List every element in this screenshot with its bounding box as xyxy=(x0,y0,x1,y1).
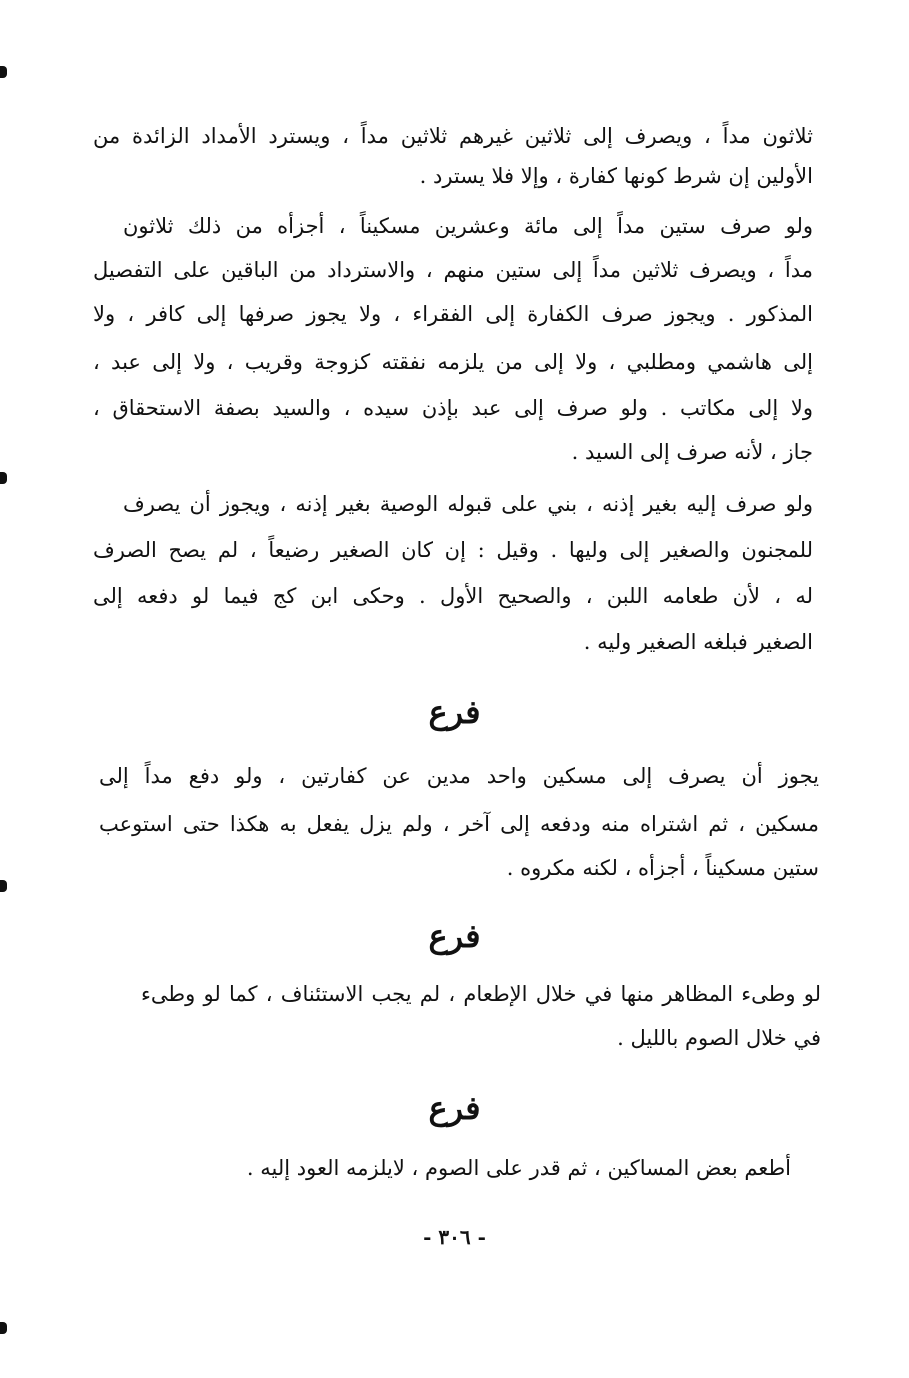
text-line: في خلال الصوم بالليل . xyxy=(617,1026,821,1050)
section-heading: فرع xyxy=(428,917,481,955)
section-heading: فرع xyxy=(428,693,481,731)
section-heading: فرع xyxy=(428,1089,481,1127)
text-line: ولو صرف إليه بغير إذنه ، بني على قبوله الوصية بغير إذنه ، ويجوز أن يصرف xyxy=(123,492,813,516)
text-line: الأولين إن شرط كونها كفارة ، وإلا فلا يسترد . xyxy=(419,164,813,188)
scan-mark xyxy=(0,1322,7,1334)
scan-mark xyxy=(0,66,7,78)
text-line: له ، لأن طعامه اللبن ، والصحيح الأول . وحكى ابن كج فيما لو دفعه إلى xyxy=(93,584,813,608)
text-line: المذكور . ويجوز صرف الكفارة إلى الفقراء ، ولا يجوز صرفها إلى كافر ، ولا xyxy=(93,302,813,326)
text-line: الصغير فبلغه الصغير وليه . xyxy=(583,630,813,654)
text-line: ولو صرف ستين مداً إلى مائة وعشرين مسكيناً ، أجزأه من ذلك ثلاثون xyxy=(123,214,813,238)
text-line: ولا إلى مكاتب . ولو صرف إلى عبد بإذن سيده ، والسيد بصفة الاستحقاق ، xyxy=(93,396,813,420)
text-line: مداً ، ويصرف ثلاثين مداً إلى ستين منهم ، والاسترداد من الباقين على التفصيل xyxy=(93,258,813,282)
scan-mark xyxy=(0,472,7,484)
text-line: إلى هاشمي ومطلبي ، ولا إلى من يلزمه نفقته كزوجة وقريب ، ولا إلى عبد ، xyxy=(93,350,813,374)
page-number: - ٣٠٦ - xyxy=(423,1225,486,1249)
text-line: يجوز أن يصرف إلى مسكين واحد مدين عن كفارتين ، ولو دفع مداً إلى xyxy=(99,764,819,788)
text-line: أطعم بعض المساكين ، ثم قدر على الصوم ، لايلزمه العود إليه . xyxy=(246,1156,791,1180)
text-line: ثلاثون مداً ، ويصرف إلى ثلاثين غيرهم ثلاثين مداً ، ويسترد الأمداد الزائدة من xyxy=(93,124,813,148)
text-line: لو وطىء المظاهر منها في خلال الإطعام ، لم يجب الاستئناف ، كما لو وطىء xyxy=(141,982,821,1006)
scan-mark xyxy=(0,880,7,892)
text-line: مسكين ، ثم اشتراه منه ودفعه إلى آخر ، ولم يزل يفعل به هكذا حتى استوعب xyxy=(99,812,819,836)
text-line: جاز ، لأنه صرف إلى السيد . xyxy=(571,440,813,464)
text-line: ستين مسكيناً ، أجزأه ، لكنه مكروه . xyxy=(506,856,819,880)
text-line: للمجنون والصغير إلى وليها . وقيل : إن كان الصغير رضيعاً ، لم يصح الصرف xyxy=(93,538,813,562)
